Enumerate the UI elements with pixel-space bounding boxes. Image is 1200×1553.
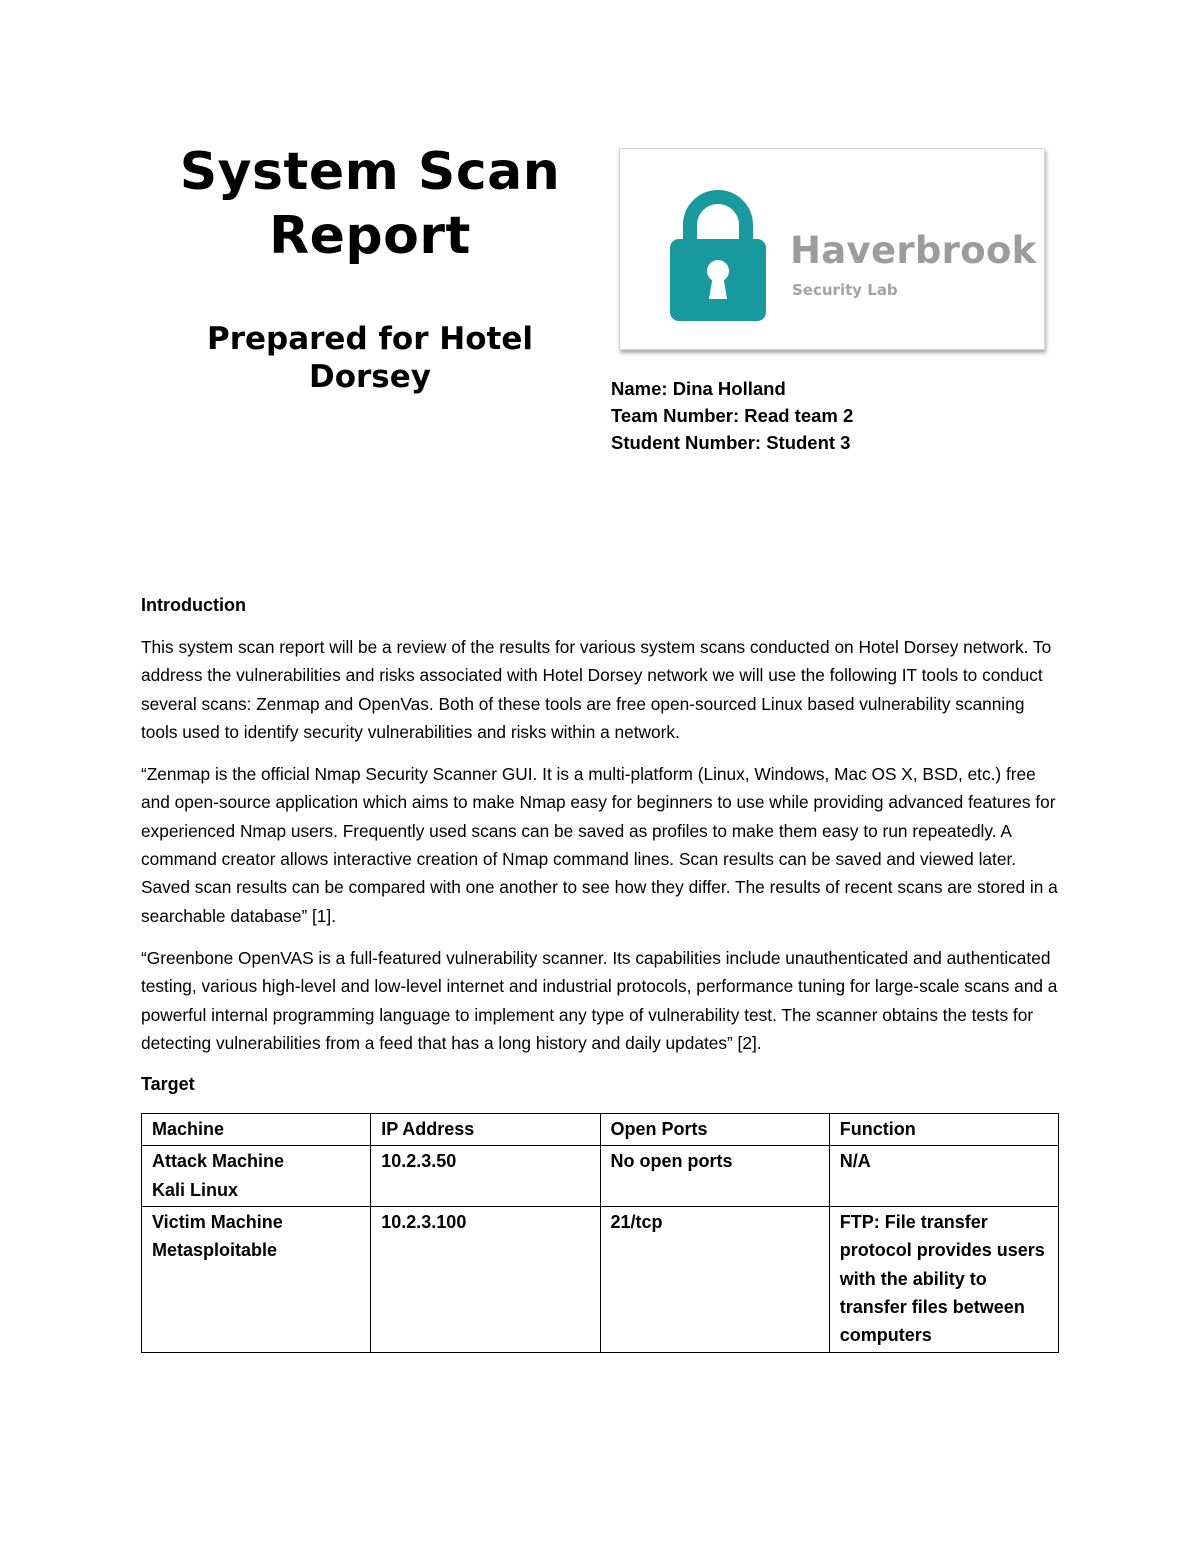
table-header-row [142,1114,1059,1146]
zenmap-quote-paragraph: “Zenmap is the official Nmap Security Scanner GUI. It is a multi-platform (Linux, Windows, Mac OS X, BSD, etc.) free and open-source application which aims to make Nmap easy for beginners to use while providing advanced features for experienced Nmap users. Frequently used scans can be saved as profiles to make them easy to run repeatedly. A command creator allows interactive creation of Nmap command lines. Scan results can be saved and viewed later. Saved scan results can be compared with one another to see how they differ. The results of recent scans are stored in a searchable database” [1]. [141,764,1058,926]
report-subtitle-line1: Prepared for Hotel [206,321,533,357]
report-subtitle-line2: Dorsey [308,359,431,395]
company-logo [619,148,1045,350]
ip-cell: 10.2.3.50 [371,1146,600,1207]
ports-cell: No open ports [600,1146,829,1207]
machine-cell [142,1146,371,1207]
function-cell: N/A [829,1146,1058,1207]
title-block [160,140,580,396]
machine-cell [142,1207,371,1352]
table-row [142,1207,1059,1352]
report-body [141,590,1061,1353]
machine-os: Metasploitable [152,1240,278,1261]
target-table [141,1113,1059,1352]
column-header-machine: Machine [142,1114,371,1146]
brand-name: Haverbrook [790,229,1037,272]
machine-role: Attack Machine [152,1151,285,1172]
column-header-ports: Open Ports [600,1114,829,1146]
table-row [142,1146,1059,1207]
ports-cell: 21/tcp [600,1207,829,1352]
function-cell: FTP: File transfer protocol provides users with the ability to transfer files between computers [829,1207,1058,1352]
team-number: Team Number: Read team 2 [611,405,854,426]
student-number: Student Number: Student 3 [611,432,851,453]
report-subtitle [160,320,580,396]
brand-subtitle: Security Lab [792,281,898,299]
report-title-line2: Report [269,206,471,266]
machine-os: Kali Linux [152,1179,239,1200]
intro-paragraph: This system scan report will be a review of the results for various system scans conducted on Hotel Dorsey network. To address the vulnerabilities and risks associated with Hotel Dorsey network we will use the following IT tools to conduct several scans: Zenmap and OpenVas. Both of these tools are free open-sourced Linux based vulnerability scanning tools used to identify security vulnerabilities and risks within a network. [141,637,1052,742]
padlock-icon [668,189,768,324]
machine-role: Victim Machine [152,1212,283,1233]
ip-cell: 10.2.3.100 [371,1207,600,1352]
report-title [160,140,580,268]
author-name: Name: Dina Holland [611,378,786,399]
column-header-ip: IP Address [371,1114,600,1146]
report-title-line1: System Scan [179,142,561,202]
column-header-function: Function [829,1114,1058,1146]
openvas-quote-paragraph: “Greenbone OpenVAS is a full-featured vulnerability scanner. Its capabilities include unauthenticated and authenticated testing, various high-level and low-level internet and industrial protocols, performance tuning for large-scale scans and a powerful internal programming language to implement any type of vulnerability test. The scanner obtains the tests for detecting vulnerabilities from a feed that has a long history and daily updates” [2]. [141,947,1058,1053]
author-info [611,375,853,456]
introduction-heading: Introduction [141,595,246,615]
target-heading: Target [141,1074,195,1095]
